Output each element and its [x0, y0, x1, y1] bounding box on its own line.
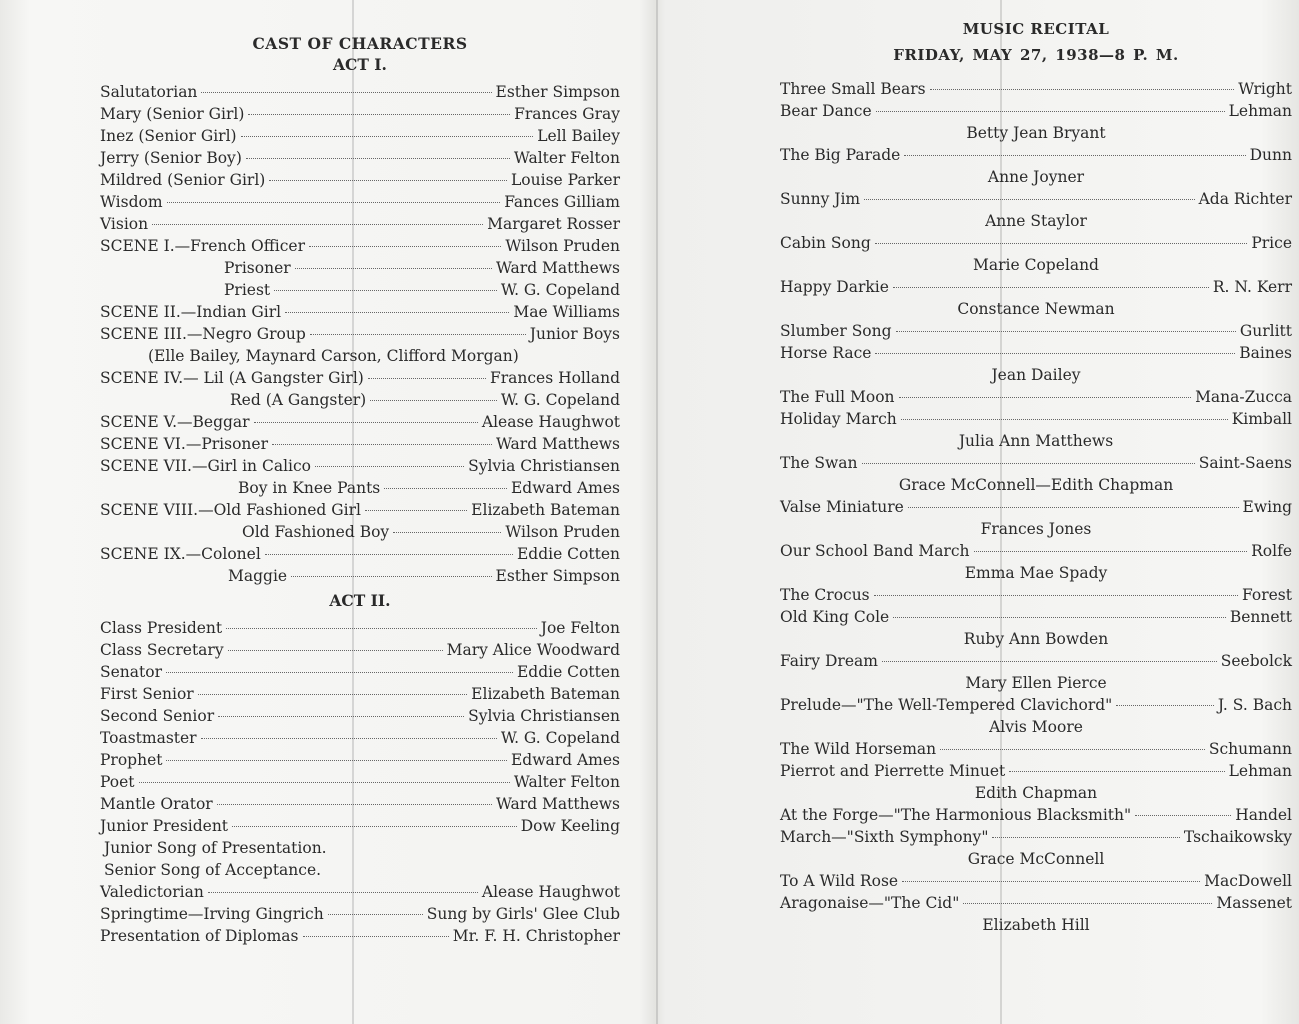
- recital-piece-row-value: Massenet: [1216, 894, 1292, 912]
- cast-row: [100, 257, 620, 279]
- recital-piece-row-label: Bear Dance: [780, 102, 872, 120]
- recital-piece-row-value: Wright: [1238, 80, 1292, 98]
- dot-leader: [901, 419, 1228, 420]
- cast-row-value: Margaret Rosser: [487, 215, 620, 233]
- recital-piece-row: [780, 606, 1292, 628]
- cast-row-value: Esther Simpson: [495, 567, 620, 585]
- cast-row-value: Mae Williams: [513, 303, 620, 321]
- recital-piece-row: [780, 452, 1292, 474]
- dot-leader: [139, 782, 510, 783]
- dot-leader: [368, 378, 486, 379]
- cast-row: [100, 727, 620, 749]
- cast-row-value: Walter Felton: [513, 149, 620, 167]
- cast-row-label: Junior President: [100, 817, 229, 835]
- cast-row-label: Salutatorian: [100, 83, 198, 101]
- dot-leader: [899, 397, 1192, 398]
- recital-piece-row-value: Dunn: [1249, 146, 1292, 164]
- recital-piece-row-label: Horse Race: [780, 344, 872, 362]
- recital-date: FRIDAY, MAY 27, 1938—8 P. M.: [893, 46, 1179, 64]
- cast-row: [100, 617, 620, 639]
- dot-leader: [874, 595, 1238, 596]
- cast-row-value: Junior Boys: [529, 325, 620, 343]
- cast-row-value: Sylvia Christiansen: [468, 707, 620, 725]
- recital-piece-row-label: The Big Parade: [780, 146, 901, 164]
- recital-piece-row-value: Ewing: [1242, 498, 1292, 516]
- dot-leader: [265, 554, 513, 555]
- cast-row-label: Prisoner: [224, 259, 291, 277]
- cast-row: [100, 543, 620, 565]
- cast-row: [100, 499, 620, 521]
- cast-row-value: Wilson Pruden: [505, 523, 620, 541]
- recital-piece-row-value: Bennett: [1229, 608, 1292, 626]
- recital-piece-row-label: The Wild Horseman: [780, 740, 937, 758]
- recital-piece-row-value: Baines: [1239, 344, 1292, 362]
- cast-row-label: SCENE VIII.—Old Fashioned Girl: [100, 501, 361, 519]
- cast-row: [100, 771, 620, 793]
- cast-row-label: Valedictorian: [100, 883, 204, 901]
- dot-leader: [875, 353, 1235, 354]
- recital-piece-row-label: The Full Moon: [780, 388, 895, 406]
- cast-row-label: Senator: [100, 663, 162, 681]
- cast-row-value: Sylvia Christiansen: [468, 457, 620, 475]
- performer-name: Grace McConnell—Edith Chapman: [898, 476, 1174, 494]
- cast-row: [100, 683, 620, 705]
- dot-leader: [246, 158, 510, 159]
- dot-leader: [902, 881, 1200, 882]
- recital-piece-row: [780, 804, 1292, 826]
- dot-leader: [217, 804, 492, 805]
- cast-row: [100, 147, 620, 169]
- recital-piece-row-value: Schumann: [1208, 740, 1292, 758]
- cast-row-value: Wilson Pruden: [505, 237, 620, 255]
- act2-list: [100, 617, 620, 947]
- cast-row-value: Joe Felton: [540, 619, 620, 637]
- recital-piece-row-value: Seebolck: [1220, 652, 1292, 670]
- dot-leader: [166, 672, 513, 673]
- cast-row: [100, 661, 620, 683]
- cast-row-value: Edward Ames: [510, 751, 620, 769]
- cast-row-label: SCENE IX.—Colonel: [100, 545, 261, 563]
- recital-piece-row: [780, 320, 1292, 342]
- cast-row-label: Second Senior: [100, 707, 215, 725]
- recital-piece-row-label: Fairy Dream: [780, 652, 878, 670]
- recital-piece-row: [780, 144, 1292, 166]
- cast-row: [100, 793, 620, 815]
- cast-row-label: First Senior: [100, 685, 194, 703]
- cast-row-value: Ward Matthews: [495, 795, 620, 813]
- cast-row: [100, 389, 620, 411]
- cast-row-label: Mildred (Senior Girl): [100, 171, 266, 189]
- cast-row-value: Frances Holland: [489, 369, 620, 387]
- cast-row-value: Mr. F. H. Christopher: [452, 927, 620, 945]
- dot-leader: [930, 89, 1235, 90]
- cast-row-label: Inez (Senior Girl): [100, 127, 237, 145]
- cast-row-value: Frances Gray: [514, 105, 620, 123]
- dot-leader: [201, 92, 491, 93]
- recital-piece-row-label: Pierrot and Pierrette Minuet: [780, 762, 1006, 780]
- dot-leader: [908, 507, 1239, 508]
- recital-page: [780, 0, 1292, 1024]
- dot-leader: [218, 716, 464, 717]
- cast-row: [100, 903, 620, 925]
- recital-piece-row: [780, 892, 1292, 914]
- recital-title: MUSIC RECITAL: [962, 20, 1110, 38]
- recital-piece-row-label: To A Wild Rose: [780, 872, 899, 890]
- dot-leader: [328, 914, 423, 915]
- cast-row: [100, 521, 620, 543]
- performer-name: Grace McConnell: [967, 850, 1105, 868]
- cast-row-label: Springtime—Irving Gingrich: [100, 905, 324, 923]
- recital-piece-row-label: Prelude—"The Well-Tempered Clavichord": [780, 696, 1113, 714]
- cast-row-value: Walter Felton: [513, 773, 620, 791]
- cast-row: [100, 815, 620, 837]
- cast-row-label: Wisdom: [100, 193, 163, 211]
- cast-row-label: Prophet: [100, 751, 163, 769]
- cast-row-value: Louise Parker: [511, 171, 620, 189]
- dot-leader: [862, 463, 1195, 464]
- recital-piece-row-label: Cabin Song: [780, 234, 871, 252]
- dot-leader: [882, 661, 1217, 662]
- cast-row: [100, 169, 620, 191]
- recital-piece-row-value: Handel: [1235, 806, 1292, 824]
- performer-name: Anne Staylor: [985, 212, 1087, 230]
- performer-name: Jean Dailey: [991, 366, 1081, 384]
- recital-piece-row-value: Lehman: [1228, 102, 1292, 120]
- recital-piece-row-value: R. N. Kerr: [1212, 278, 1292, 296]
- recital-piece-row-label: Aragonaise—"The Cid": [780, 894, 960, 912]
- recital-piece-row-value: MacDowell: [1204, 872, 1292, 890]
- cast-row-value: Alease Haughwot: [481, 883, 620, 901]
- dot-leader: [310, 334, 526, 335]
- recital-piece-row-label: At the Forge—"The Harmonious Blacksmith": [780, 806, 1132, 824]
- cast-row-value: Lell Bailey: [537, 127, 620, 145]
- performer-name: Marie Copeland: [973, 256, 1099, 274]
- recital-piece-row-label: Valse Miniature: [780, 498, 904, 516]
- cast-row: [100, 191, 620, 213]
- dot-leader: [254, 422, 478, 423]
- recital-piece-row-value: Forest: [1241, 586, 1292, 604]
- cast-row-label: Mary (Senior Girl): [100, 105, 245, 123]
- recital-piece-row-label: Old King Cole: [780, 608, 890, 626]
- cast-row-value: Ward Matthews: [495, 259, 620, 277]
- cast-row: [100, 565, 620, 587]
- dot-leader: [974, 551, 1248, 552]
- dot-leader: [208, 892, 478, 893]
- dot-leader: [228, 650, 443, 651]
- cast-row-label: SCENE VII.—Girl in Calico: [100, 457, 311, 475]
- recital-piece-row: [780, 188, 1292, 210]
- recital-piece-row-value: Kimball: [1231, 410, 1292, 428]
- cast-row-label: SCENE VI.—Prisoner: [100, 435, 268, 453]
- cast-row: [100, 213, 620, 235]
- cast-row: [100, 367, 620, 389]
- dot-leader: [393, 532, 501, 533]
- dot-leader: [232, 826, 517, 827]
- cast-row: [100, 705, 620, 727]
- dot-leader: [992, 837, 1179, 838]
- cast-row: [100, 411, 620, 433]
- dot-leader: [904, 155, 1245, 156]
- recital-piece-row-value: Saint-Saens: [1198, 454, 1292, 472]
- recital-piece-row: [780, 100, 1292, 122]
- recital-piece-row-label: The Crocus: [780, 586, 870, 604]
- recital-piece-row-value: Ada Richter: [1198, 190, 1292, 208]
- cast-row-value: Alease Haughwot: [481, 413, 620, 431]
- recital-piece-row: [780, 232, 1292, 254]
- act2-heading: ACT II.: [329, 591, 391, 610]
- dot-leader: [315, 466, 464, 467]
- recital-piece-row-label: Sunny Jim: [780, 190, 861, 208]
- cast-row-value: Dow Keeling: [520, 817, 620, 835]
- performer-name: Emma Mae Spady: [964, 564, 1108, 582]
- center-fold: [656, 0, 658, 1024]
- cast-row-label: SCENE IV.— Lil (A Gangster Girl): [100, 369, 364, 387]
- recital-piece-row-value: Rolfe: [1251, 542, 1292, 560]
- dot-leader: [963, 903, 1212, 904]
- recital-piece-row: [780, 584, 1292, 606]
- recital-piece-row-label: The Swan: [780, 454, 858, 472]
- cast-row: [100, 433, 620, 455]
- cast-row-value: Elizabeth Bateman: [471, 501, 620, 519]
- recital-piece-row: [780, 760, 1292, 782]
- cast-row-value: Ward Matthews: [495, 435, 620, 453]
- performer-name: Julia Ann Matthews: [958, 432, 1114, 450]
- cast-row-value: Eddie Cotten: [516, 663, 620, 681]
- dot-leader: [201, 738, 497, 739]
- recital-piece-row-label: Slumber Song: [780, 322, 892, 340]
- cast-note: (Elle Bailey, Maynard Carson, Clifford Morgan): [148, 347, 519, 365]
- dot-leader: [152, 224, 483, 225]
- performer-name: Edith Chapman: [974, 784, 1098, 802]
- recital-piece-row-label: Happy Darkie: [780, 278, 889, 296]
- program-list: [780, 78, 1292, 936]
- dot-leader: [274, 290, 497, 291]
- recital-piece-row: [780, 276, 1292, 298]
- dot-leader: [272, 444, 492, 445]
- cast-row: [100, 301, 620, 323]
- cast-row-label: Maggie: [228, 567, 288, 585]
- recital-piece-row-value: Gurlitt: [1239, 322, 1292, 340]
- recital-piece-row: [780, 78, 1292, 100]
- dot-leader: [241, 136, 534, 137]
- cast-row: [100, 81, 620, 103]
- cast-row-label: Class Secretary: [100, 641, 224, 659]
- cast-row-value: Sung by Girls' Glee Club: [426, 905, 620, 923]
- dot-leader: [291, 576, 491, 577]
- dot-leader: [875, 243, 1248, 244]
- dot-leader: [864, 199, 1194, 200]
- dot-leader: [166, 760, 506, 761]
- performer-name: Ruby Ann Bowden: [963, 630, 1109, 648]
- recital-piece-row-label: Three Small Bears: [780, 80, 926, 98]
- recital-piece-row: [780, 694, 1292, 716]
- dot-leader: [226, 628, 537, 629]
- dot-leader: [365, 510, 467, 511]
- cast-row-label: Mantle Orator: [100, 795, 213, 813]
- dot-leader: [876, 111, 1225, 112]
- dot-leader: [384, 488, 507, 489]
- performer-name: Anne Joyner: [987, 168, 1085, 186]
- performer-name: Constance Newman: [957, 300, 1115, 318]
- cast-row-label: Presentation of Diplomas: [100, 927, 299, 945]
- recital-piece-row-value: J. S. Bach: [1217, 696, 1292, 714]
- recital-piece-row: [780, 540, 1292, 562]
- cast-row-value: W. G. Copeland: [500, 281, 620, 299]
- cast-row-value: Fances Gilliam: [504, 193, 620, 211]
- cast-row: [100, 323, 620, 345]
- cast-row-label: SCENE III.—Negro Group: [100, 325, 306, 343]
- recital-piece-row-value: Mana-Zucca: [1195, 388, 1292, 406]
- recital-piece-row-value: Lehman: [1228, 762, 1292, 780]
- recital-piece-row-value: Tschaikowsky: [1183, 828, 1292, 846]
- cast-row-label: SCENE V.—Beggar: [100, 413, 250, 431]
- cast-row-value: Edward Ames: [510, 479, 620, 497]
- cast-row-label: Vision: [100, 215, 149, 233]
- performer-name: Mary Ellen Pierce: [965, 674, 1107, 692]
- recital-piece-row: [780, 496, 1292, 518]
- cast-row-value: W. G. Copeland: [500, 729, 620, 747]
- cast-row: [100, 235, 620, 257]
- cast-row: [100, 477, 620, 499]
- recital-piece-row-value: Price: [1251, 234, 1292, 252]
- recital-piece-row: [780, 408, 1292, 430]
- cast-row: [100, 125, 620, 147]
- recital-piece-row-label: March—"Sixth Symphony": [780, 828, 989, 846]
- recital-piece-row: [780, 738, 1292, 760]
- cast-row: [100, 639, 620, 661]
- recital-piece-row-label: Our School Band March: [780, 542, 970, 560]
- cast-row-label: Toastmaster: [100, 729, 197, 747]
- program-note: Junior Song of Presentation.: [104, 839, 327, 857]
- dot-leader: [309, 246, 501, 247]
- cast-row: [100, 925, 620, 947]
- dot-leader: [295, 268, 492, 269]
- dot-leader: [198, 694, 467, 695]
- dot-leader: [893, 287, 1209, 288]
- dot-leader: [303, 936, 449, 937]
- cast-row-label: Boy in Knee Pants: [238, 479, 381, 497]
- recital-piece-row: [780, 650, 1292, 672]
- cast-title: CAST OF CHARACTERS: [252, 34, 468, 53]
- cast-row-value: Esther Simpson: [495, 83, 620, 101]
- performer-name: Betty Jean Bryant: [966, 124, 1106, 142]
- recital-piece-row-label: Holiday March: [780, 410, 897, 428]
- cast-row-label: Class President: [100, 619, 223, 637]
- cast-row-value: Mary Alice Woodward: [446, 641, 620, 659]
- cast-row: [100, 455, 620, 477]
- dot-leader: [1135, 815, 1231, 816]
- dot-leader: [940, 749, 1205, 750]
- cast-row-label: Old Fashioned Boy: [242, 523, 390, 541]
- cast-row: [100, 103, 620, 125]
- performer-name: Alvis Moore: [989, 718, 1083, 736]
- cast-row: [100, 881, 620, 903]
- cast-row-label: Red (A Gangster): [230, 391, 367, 409]
- cast-row-value: W. G. Copeland: [500, 391, 620, 409]
- cast-row-label: Poet: [100, 773, 135, 791]
- dot-leader: [893, 617, 1226, 618]
- recital-piece-row: [780, 826, 1292, 848]
- cast-row-value: Elizabeth Bateman: [471, 685, 620, 703]
- recital-piece-row: [780, 870, 1292, 892]
- cast-row: [100, 749, 620, 771]
- dot-leader: [285, 312, 509, 313]
- dot-leader: [370, 400, 497, 401]
- cast-row-value: Eddie Cotten: [516, 545, 620, 563]
- program-note: Senior Song of Acceptance.: [104, 861, 322, 879]
- performer-name: Elizabeth Hill: [982, 916, 1090, 934]
- performer-name: Frances Jones: [980, 520, 1092, 538]
- dot-leader: [896, 331, 1236, 332]
- cast-row-label: Priest: [224, 281, 271, 299]
- dot-leader: [1116, 705, 1214, 706]
- dot-leader: [269, 180, 507, 181]
- cast-page: [100, 0, 620, 1024]
- dot-leader: [167, 202, 501, 203]
- dot-leader: [1009, 771, 1224, 772]
- cast-row-label: Jerry (Senior Boy): [100, 149, 242, 167]
- cast-row: [100, 279, 620, 301]
- recital-piece-row: [780, 386, 1292, 408]
- cast-row-label: SCENE II.—Indian Girl: [100, 303, 282, 321]
- cast-row-label: SCENE I.—French Officer: [100, 237, 305, 255]
- act1-heading: ACT I.: [333, 55, 387, 74]
- dot-leader: [248, 114, 510, 115]
- recital-piece-row: [780, 342, 1292, 364]
- act1-list: [100, 81, 620, 587]
